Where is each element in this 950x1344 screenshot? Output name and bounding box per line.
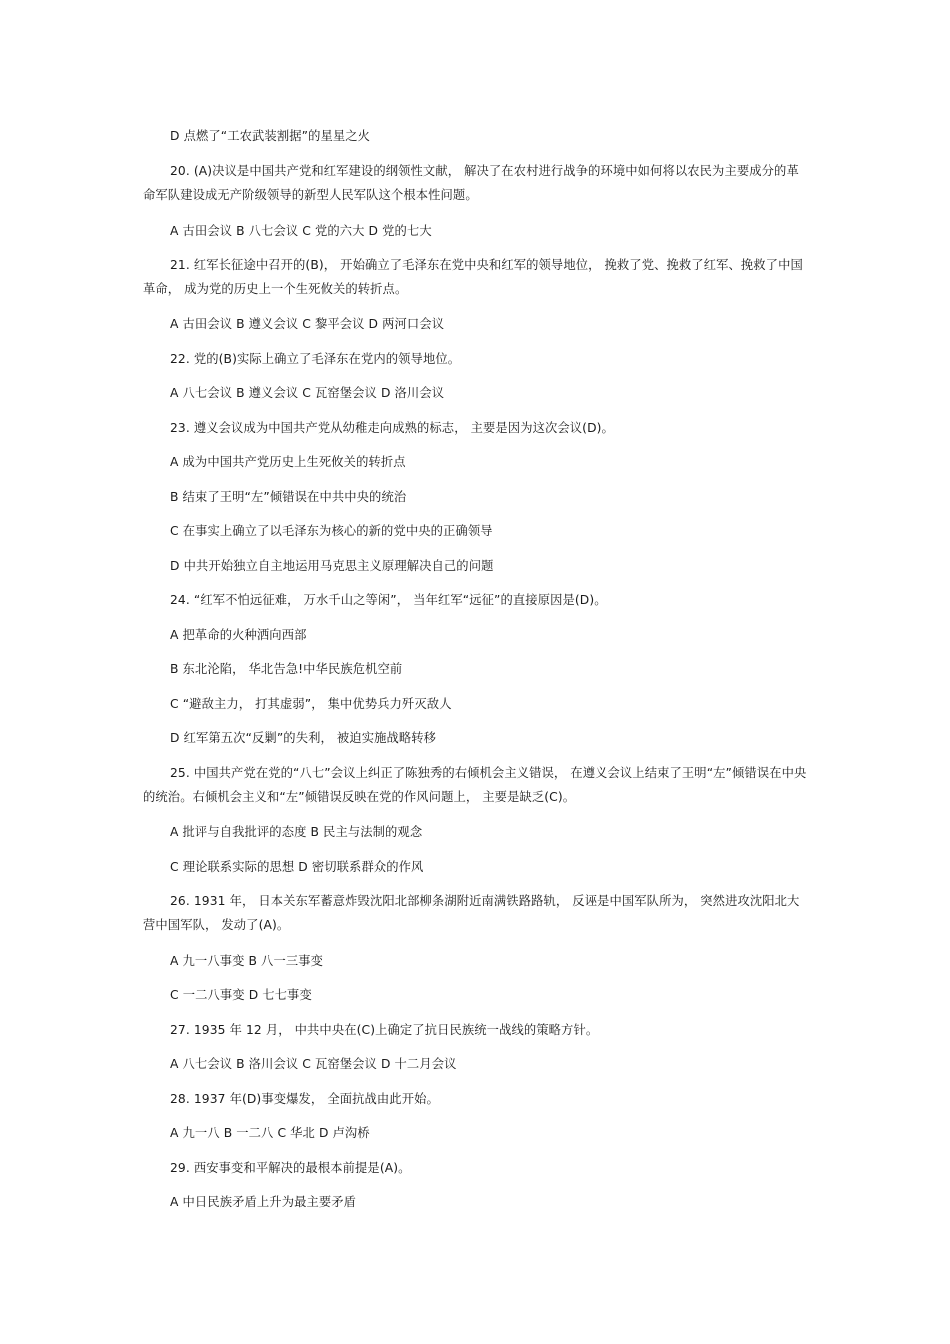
answer-option: D 点燃了“工农武装割据”的星星之火 [170,129,371,143]
options-20: A 古田会议 B 八七会议 C 党的六大 D 党的七大 [170,224,432,238]
options-22: A 八七会议 B 遵义会议 C 瓦窑堡会议 D 洛川会议 [170,386,445,400]
option-23-d: D 中共开始独立自主地运用马克思主义原理解决自己的问题 [170,559,494,573]
question-24: 24. “红军不怕远征难， 万水千山之等闲”， 当年红军“远征”的直接原因是(D)。 [170,593,607,607]
options-21: A 古田会议 B 遵义会议 C 黎平会议 D 两河口会议 [170,317,445,331]
option-24-a: A 把革命的火种洒向西部 [170,628,307,642]
option-23-a: A 成为中国共产党历史上生死攸关的转折点 [170,455,406,469]
option-29-a: A 中日民族矛盾上升为最主要矛盾 [170,1195,357,1209]
options-26-cd: C 一二八事变 D 七七事变 [170,988,312,1002]
question-29: 29. 西安事变和平解决的最根本前提是(A)。 [170,1161,411,1175]
options-25-cd: C 理论联系实际的思想 D 密切联系群众的作风 [170,860,424,874]
option-24-d: D 红军第五次“反剿”的失利， 被迫实施战略转移 [170,731,437,745]
options-25-ab: A 批评与自我批评的态度 B 民主与法制的观念 [170,825,423,839]
question-25: 25. 中国共产党在党的“八七”会议上纠正了陈独秀的右倾机会主义错误， 在遵义会议上结束了王明“左”倾错误在中央的统治。右倾机会主义和“左”倾错误反映在党的作风问题上， 主要是缺乏(C)。 [143,766,807,804]
option-23-b: B 结束了王明“左”倾错误在中共中央的统治 [170,490,407,504]
question-23: 23. 遵义会议成为中国共产党从幼稚走向成熟的标志， 主要是因为这次会议(D)。 [170,421,614,435]
question-20: 20. (A)决议是中国共产党和红军建设的纲领性文献， 解决了在农村进行战争的环境中如何将以农民为主要成分的革命军队建设成无产阶级领导的新型人民军队这个根本性问题。 [143,164,799,202]
options-27: A 八七会议 B 洛川会议 C 瓦窑堡会议 D 十二月会议 [170,1057,457,1071]
option-24-c: C “避敌主力， 打其虚弱”， 集中优势兵力歼灭敌人 [170,697,452,711]
options-26-ab: A 九一八事变 B 八一三事变 [170,954,324,968]
options-28: A 九一八 B 一二八 C 华北 D 卢沟桥 [170,1126,370,1140]
option-24-b: B 东北沦陷， 华北告急!中华民族危机空前 [170,662,403,676]
question-28: 28. 1937 年(D)事变爆发， 全面抗战由此开始。 [170,1092,439,1106]
question-27: 27. 1935 年 12 月， 中共中央在(C)上确定了抗日民族统一战线的策略方针。 [170,1023,599,1037]
question-26: 26. 1931 年， 日本关东军蓄意炸毁沈阳北部柳条湖附近南满铁路路轨， 反诬是中国军队所为， 突然进攻沈阳北大营中国军队， 发动了(A)。 [143,894,800,932]
question-21: 21. 红军长征途中召开的(B)， 开始确立了毛泽东在党中央和红军的领导地位， 挽救了党、挽救了红军、挽救了中国革命， 成为党的历史上一个生死攸关的转折点。 [143,258,803,296]
option-23-c: C 在事实上确立了以毛泽东为核心的新的党中央的正确领导 [170,524,493,538]
question-22: 22. 党的(B)实际上确立了毛泽东在党内的领导地位。 [170,352,461,366]
